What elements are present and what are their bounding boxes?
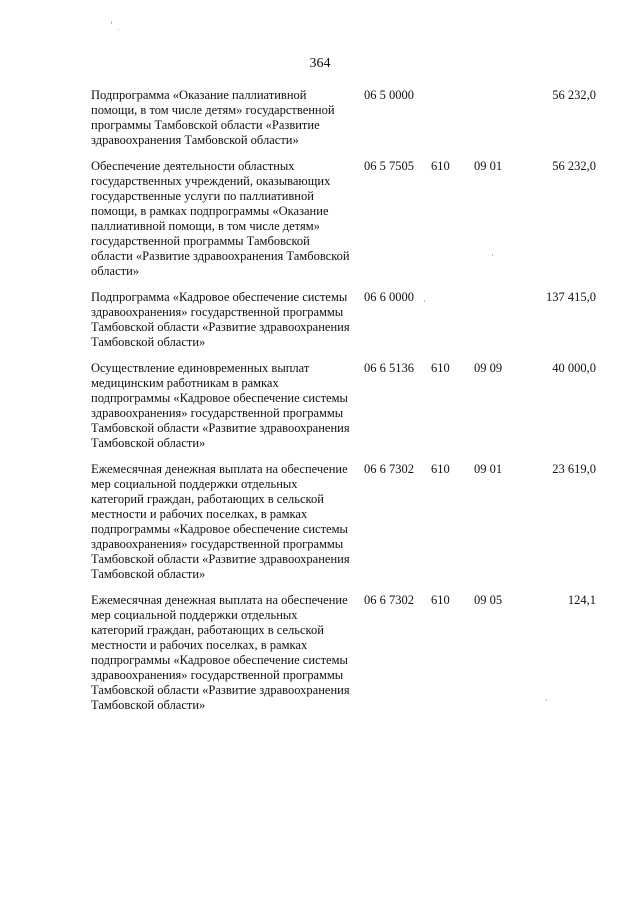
table-row	[0, 290, 640, 350]
row-target-code: 06 5 7505	[364, 159, 414, 173]
row-description: Подпрограмма «Оказание паллиативной помощи, в том числе детям» государственной программы Тамбовской области «Развитие здравоохранения Тамбовской области»	[91, 88, 335, 147]
row-target-code: 06 6 7302	[364, 593, 414, 607]
row-section-code: 09 09	[474, 361, 503, 375]
row-expense-type: 610	[431, 593, 450, 607]
row-section-code: 09 01	[474, 462, 503, 476]
row-amount: 56 232,0	[552, 88, 596, 102]
row-description: Ежемесячная денежная выплата на обеспечение мер социальной поддержки отдельных категорий граждан, работающих в сельской местности и рабочих поселках, в рамках подпрограммы «Кадровое обеспечение системы здравоохранения» государственной программы Тамбовской области «Развитие здравоохранения Тамбовской области»	[91, 593, 350, 712]
row-expense-type: 610	[431, 361, 450, 375]
row-section-code: 09 01	[474, 159, 503, 173]
table-row	[0, 361, 640, 451]
row-amount: 137 415,0	[546, 290, 596, 304]
table-row	[0, 593, 640, 713]
row-description: Обеспечение деятельности областных государственных учреждений, оказывающих государственные услуги по паллиативной помощи, в рамках подпрограммы «Оказание паллиативной помощи, в том числе детям» государственной программы Тамбовской области «Развитие здравоохранения Тамбовской области»	[91, 159, 350, 278]
scan-speck	[118, 29, 119, 30]
budget-table	[0, 88, 640, 724]
page-number: 364	[309, 56, 331, 71]
table-row	[0, 462, 640, 582]
row-amount: 40 000,0	[552, 361, 596, 375]
row-amount: 124,1	[567, 593, 596, 607]
row-expense-type: 610	[431, 462, 450, 476]
table-row	[0, 88, 640, 148]
row-target-code: 06 6 5136	[364, 361, 414, 375]
scan-speck	[111, 21, 112, 24]
row-amount: 56 232,0	[552, 159, 596, 173]
row-target-code: 06 6 7302	[364, 462, 414, 476]
table-row	[0, 159, 640, 279]
row-description: Подпрограмма «Кадровое обеспечение системы здравоохранения» государственной программы Тамбовской области «Развитие здравоохранения Тамбовской области»	[91, 290, 350, 349]
row-description: Ежемесячная денежная выплата на обеспечение мер социальной поддержки отдельных категорий граждан, работающих в сельской местности и рабочих поселках, в рамках подпрограммы «Кадровое обеспечение системы здравоохранения» государственной программы Тамбовской области «Развитие здравоохранения Тамбовской области»	[91, 462, 350, 581]
row-expense-type: 610	[431, 159, 450, 173]
row-section-code: 09 05	[474, 593, 503, 607]
row-target-code: 06 6 0000	[364, 290, 414, 304]
row-amount: 23 619,0	[552, 462, 596, 476]
row-target-code: 06 5 0000	[364, 88, 414, 102]
row-description: Осуществление единовременных выплат медицинским работникам в рамках подпрограммы «Кадровое обеспечение системы здравоохранения» государственной программы Тамбовской области «Развитие здравоохранения Тамбовской области»	[91, 361, 350, 450]
